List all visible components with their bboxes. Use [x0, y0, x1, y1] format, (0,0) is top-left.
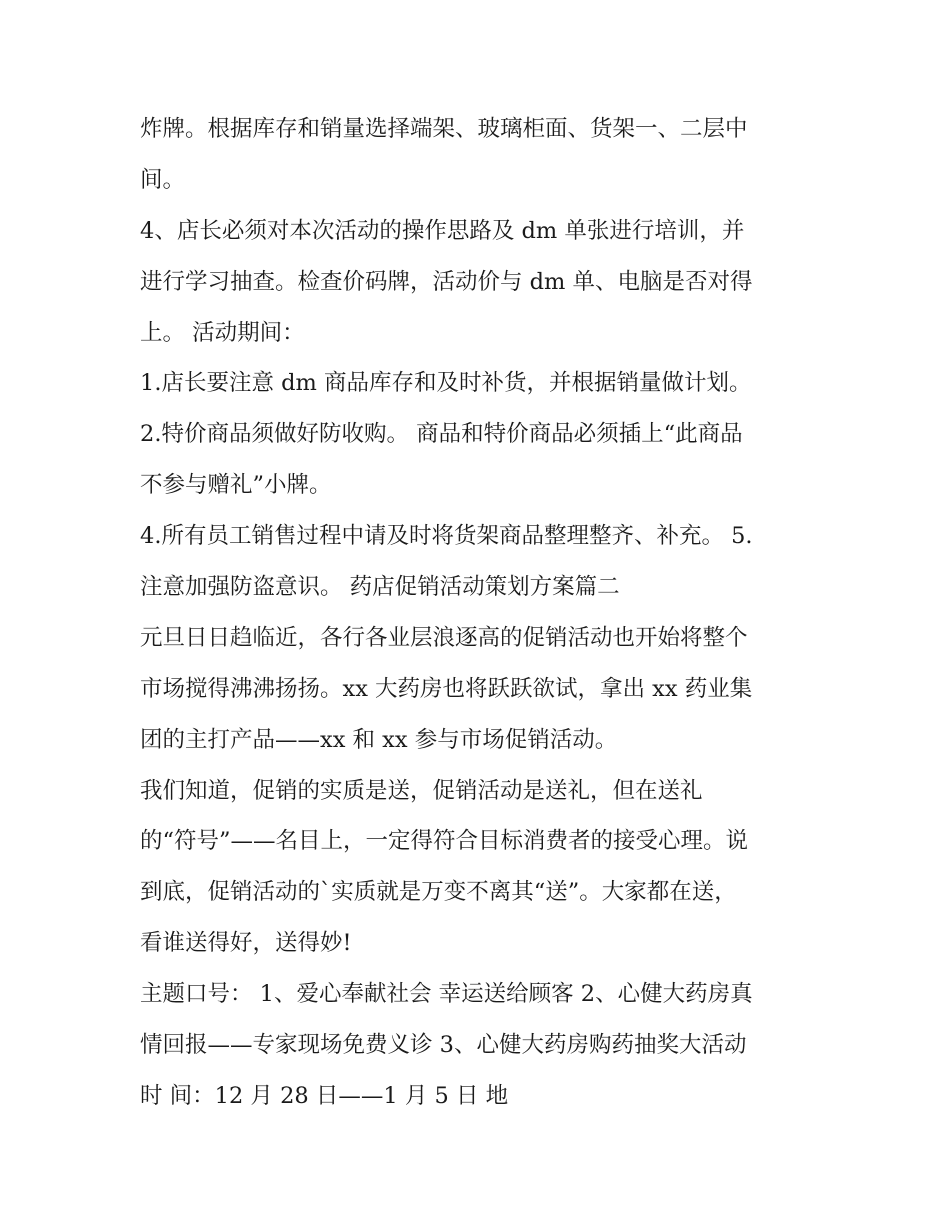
text-line: 时 间：12 月 28 日——1 月 5 日 地 [140, 1082, 509, 1109]
text-line: 市场搅得沸沸扬扬。xx 大药房也将跃跃欲试，拿出 xx 药业集 [140, 675, 753, 702]
text-line: 炸牌。根据库存和销量选择端架、玻璃柜面、货架一、二层中 [140, 116, 748, 142]
text-line: 不参与赠礼”小牌。 [140, 472, 332, 499]
text-line: 看谁送得好，送得妙! [140, 930, 352, 957]
text-line: 4、店长必须对本次活动的操作思路及 dm 单张进行培训，并 [140, 217, 745, 244]
text-line: 情回报——专家现场免费义诊 3、心健大药房购药抽奖大活动 [140, 1032, 747, 1059]
text-line: 主题口号： 1、爱心奉献社会 幸运送给顾客 2、心健大药房真 [140, 981, 753, 1008]
document-body [140, 104, 820, 1122]
text-line: 上。 活动期间： [140, 319, 305, 346]
text-line: 1.店长要注意 dm 商品库存和及时补货，并根据销量做计划。 [140, 370, 752, 397]
text-line: 注意加强防盗意识。 药店促销活动策划方案篇二 [140, 574, 620, 601]
text-line: 的“符号”——名目上，一定得符合目标消费者的接受心理。说 [140, 828, 749, 855]
text-line: 到底，促销活动的`实质就是万变不离其“送”。大家都在送， [140, 879, 737, 906]
text-line: 元旦日日趋临近，各行各业层浪逐高的促销活动也开始将整个 [140, 624, 748, 651]
text-line: 我们知道，促销的实质是送，促销活动是送礼，但在送礼 [140, 777, 703, 804]
text-line: 2.特价商品须做好防收购。 商品和特价商品必须插上“此商品 [140, 421, 743, 448]
text-line: 间。 [140, 166, 186, 193]
text-line: 团的主打产品——xx 和 xx 参与市场促销活动。 [140, 726, 618, 753]
text-line: 进行学习抽查。检查价码牌，活动价与 dm 单、电脑是否对得 [140, 268, 753, 295]
text-line: 4.所有员工销售过程中请及时将货架商品整理整齐、补充。 5. [140, 523, 753, 550]
